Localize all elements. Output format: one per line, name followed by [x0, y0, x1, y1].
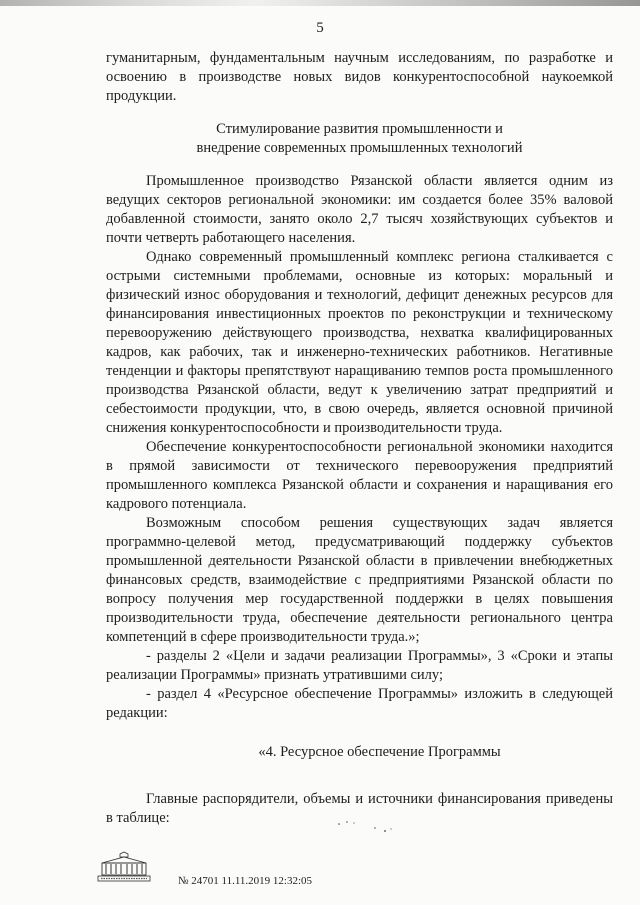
scan-specks — [335, 818, 405, 838]
paragraph-funding-sources: Главные распорядители, объемы и источники финансирования приведены в таблице: — [106, 791, 613, 826]
section-heading-line-1: Стимулирование развития промышленности и — [216, 121, 503, 137]
section-heading-line-2: внедрение современных промышленных технологий — [196, 140, 523, 156]
government-building-stamp-icon — [96, 851, 152, 883]
paragraph-systemic-problems: Однако современный промышленный комплекс региона сталкивается с острыми системными проблемами, основные из которых: моральный и физический износ оборудования и технологий, дефицит денежных ресурсов для финансирования инвестиционных проектов по реконструкции и техническому перевооружению действующего производства, нехватка квалифицированных кадров, как рабочих, так и инженерно-технических работников. Негативные тенденции и факторы препятствуют наращиванию темпов роста промышленного производства Рязанской области, ведут к увеличению затрат предприятий и себестоимости продукции, что, в свою очередь, является основной причиной снижения конкурентоспособности и производительности труда. — [106, 249, 613, 436]
section-heading — [106, 120, 613, 158]
paragraph-continuation: гуманитарным, фундаментальным научным исследованиям, по разработке и освоению в производстве новых видов конкурентоспособной наукоемкой продукции. — [106, 50, 613, 104]
paragraph-competitiveness: Обеспечение конкурентоспособности региональной экономики находится в прямой зависимости от технического перевооружения предприятий промышленного комплекса Рязанской области и сохранения и наращивания его кадрового потенциала. — [106, 439, 613, 512]
paragraph-sections-repealed: - разделы 2 «Цели и задачи реализации Программы», 3 «Сроки и этапы реализации Программы» признать утратившими силу; — [106, 648, 613, 683]
document-body — [106, 49, 613, 828]
document-registration-id: № 24701 11.11.2019 12:32:05 — [178, 875, 313, 887]
paragraph-program-method: Возможным способом решения существующих задач является программно-целевой метод, предусматривающий поддержку субъектов промышленной деятельности Рязанской области в привлечении внебюджетных финансовых средств, взаимодействие с предприятиями Рязанской области по вопросу получения мер государственной поддержки в целях повышения производительности труда, обеспечение деятельности регионального центра компетенций в сфере производительности труда.»; — [106, 515, 613, 645]
page-number: 5 — [316, 20, 324, 36]
scan-edge — [0, 0, 640, 6]
resource-heading: «4. Ресурсное обеспечение Программы — [258, 744, 501, 760]
paragraph-industry-overview: Промышленное производство Рязанской области является одним из ведущих секторов региональной экономики: им создается более 35% валовой добавленной стоимости, занято около 2,7 тысяч хозяйствующих субъектов и почти четверть работающего населения. — [106, 173, 613, 246]
paragraph-section-4-edit: - раздел 4 «Ресурсное обеспечение Программы» изложить в следующей редакции: — [106, 686, 613, 721]
